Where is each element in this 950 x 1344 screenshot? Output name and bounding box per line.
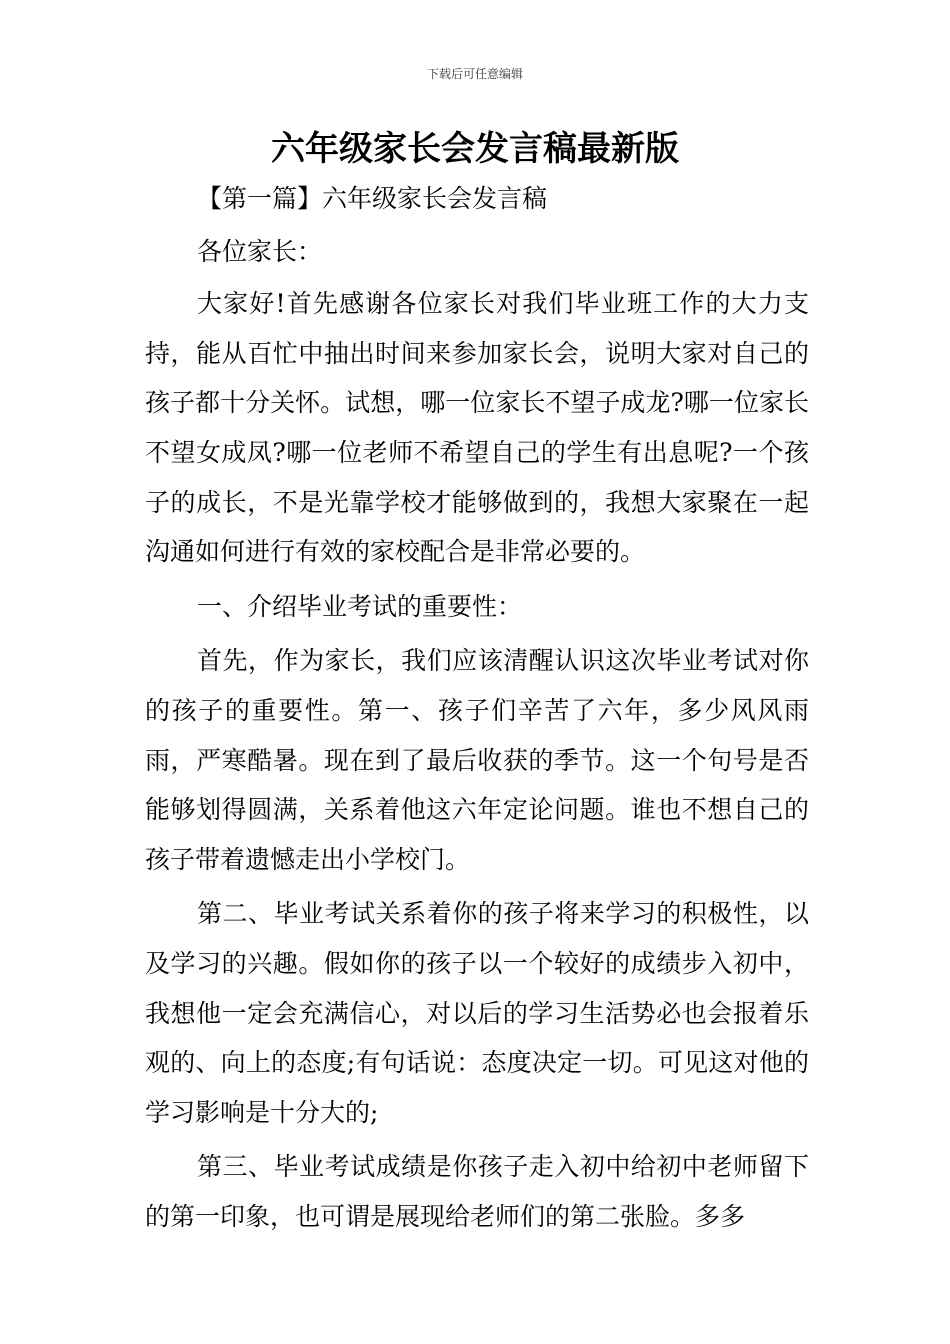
paragraph-intro: 大家好!首先感谢各位家长对我们毕业班工作的大力支持，能从百忙中抽出时间来参加家长会，说明大家对自己的孩子都十分关怀。试想，哪一位家长不望子成龙?哪一位家长不望女成凤?哪一位老师不希望自己的学生有出息呢?一个孩子的成长，不是光靠学校才能够做到的，我想大家聚在一起沟通如何进行有效的家校配合是非常必要的。 bbox=[145, 289, 809, 567]
header-note: 下载后可任意编辑 bbox=[426, 67, 523, 81]
document-title: 六年级家长会发言稿最新版 bbox=[271, 129, 679, 169]
paragraph-second: 第二、毕业考试关系着你的孩子将来学习的积极性，以及学习的兴趣。假如你的孩子以一个较好的成绩步入初中，我想他一定会充满信心，对以后的学习生活势必也会报着乐观的、向上的态度;有句话说：态度决定一切。可见这对他的学习影响是十分大的; bbox=[145, 899, 809, 1127]
paragraph-first: 首先，作为家长，我们应该清醒认识这次毕业考试对你的孩子的重要性。第一、孩子们辛苦了六年，多少风风雨雨，严寒酷暑。现在到了最后收获的季节。这一个句号是否能够划得圆满，关系着他这六年定论问题。谁也不想自己的孩子带着遗憾走出小学校门。 bbox=[145, 646, 809, 874]
section-heading: 【第一篇】六年级家长会发言稿 bbox=[197, 184, 548, 213]
subheading-importance: 一、介绍毕业考试的重要性： bbox=[197, 591, 523, 621]
document-body bbox=[145, 174, 809, 1241]
salutation: 各位家长： bbox=[197, 236, 323, 266]
paragraph-third: 第三、毕业考试成绩是你孩子走入初中给初中老师留下的第一印象，也可谓是展现给老师们的第二张脸。多多 bbox=[145, 1152, 809, 1231]
